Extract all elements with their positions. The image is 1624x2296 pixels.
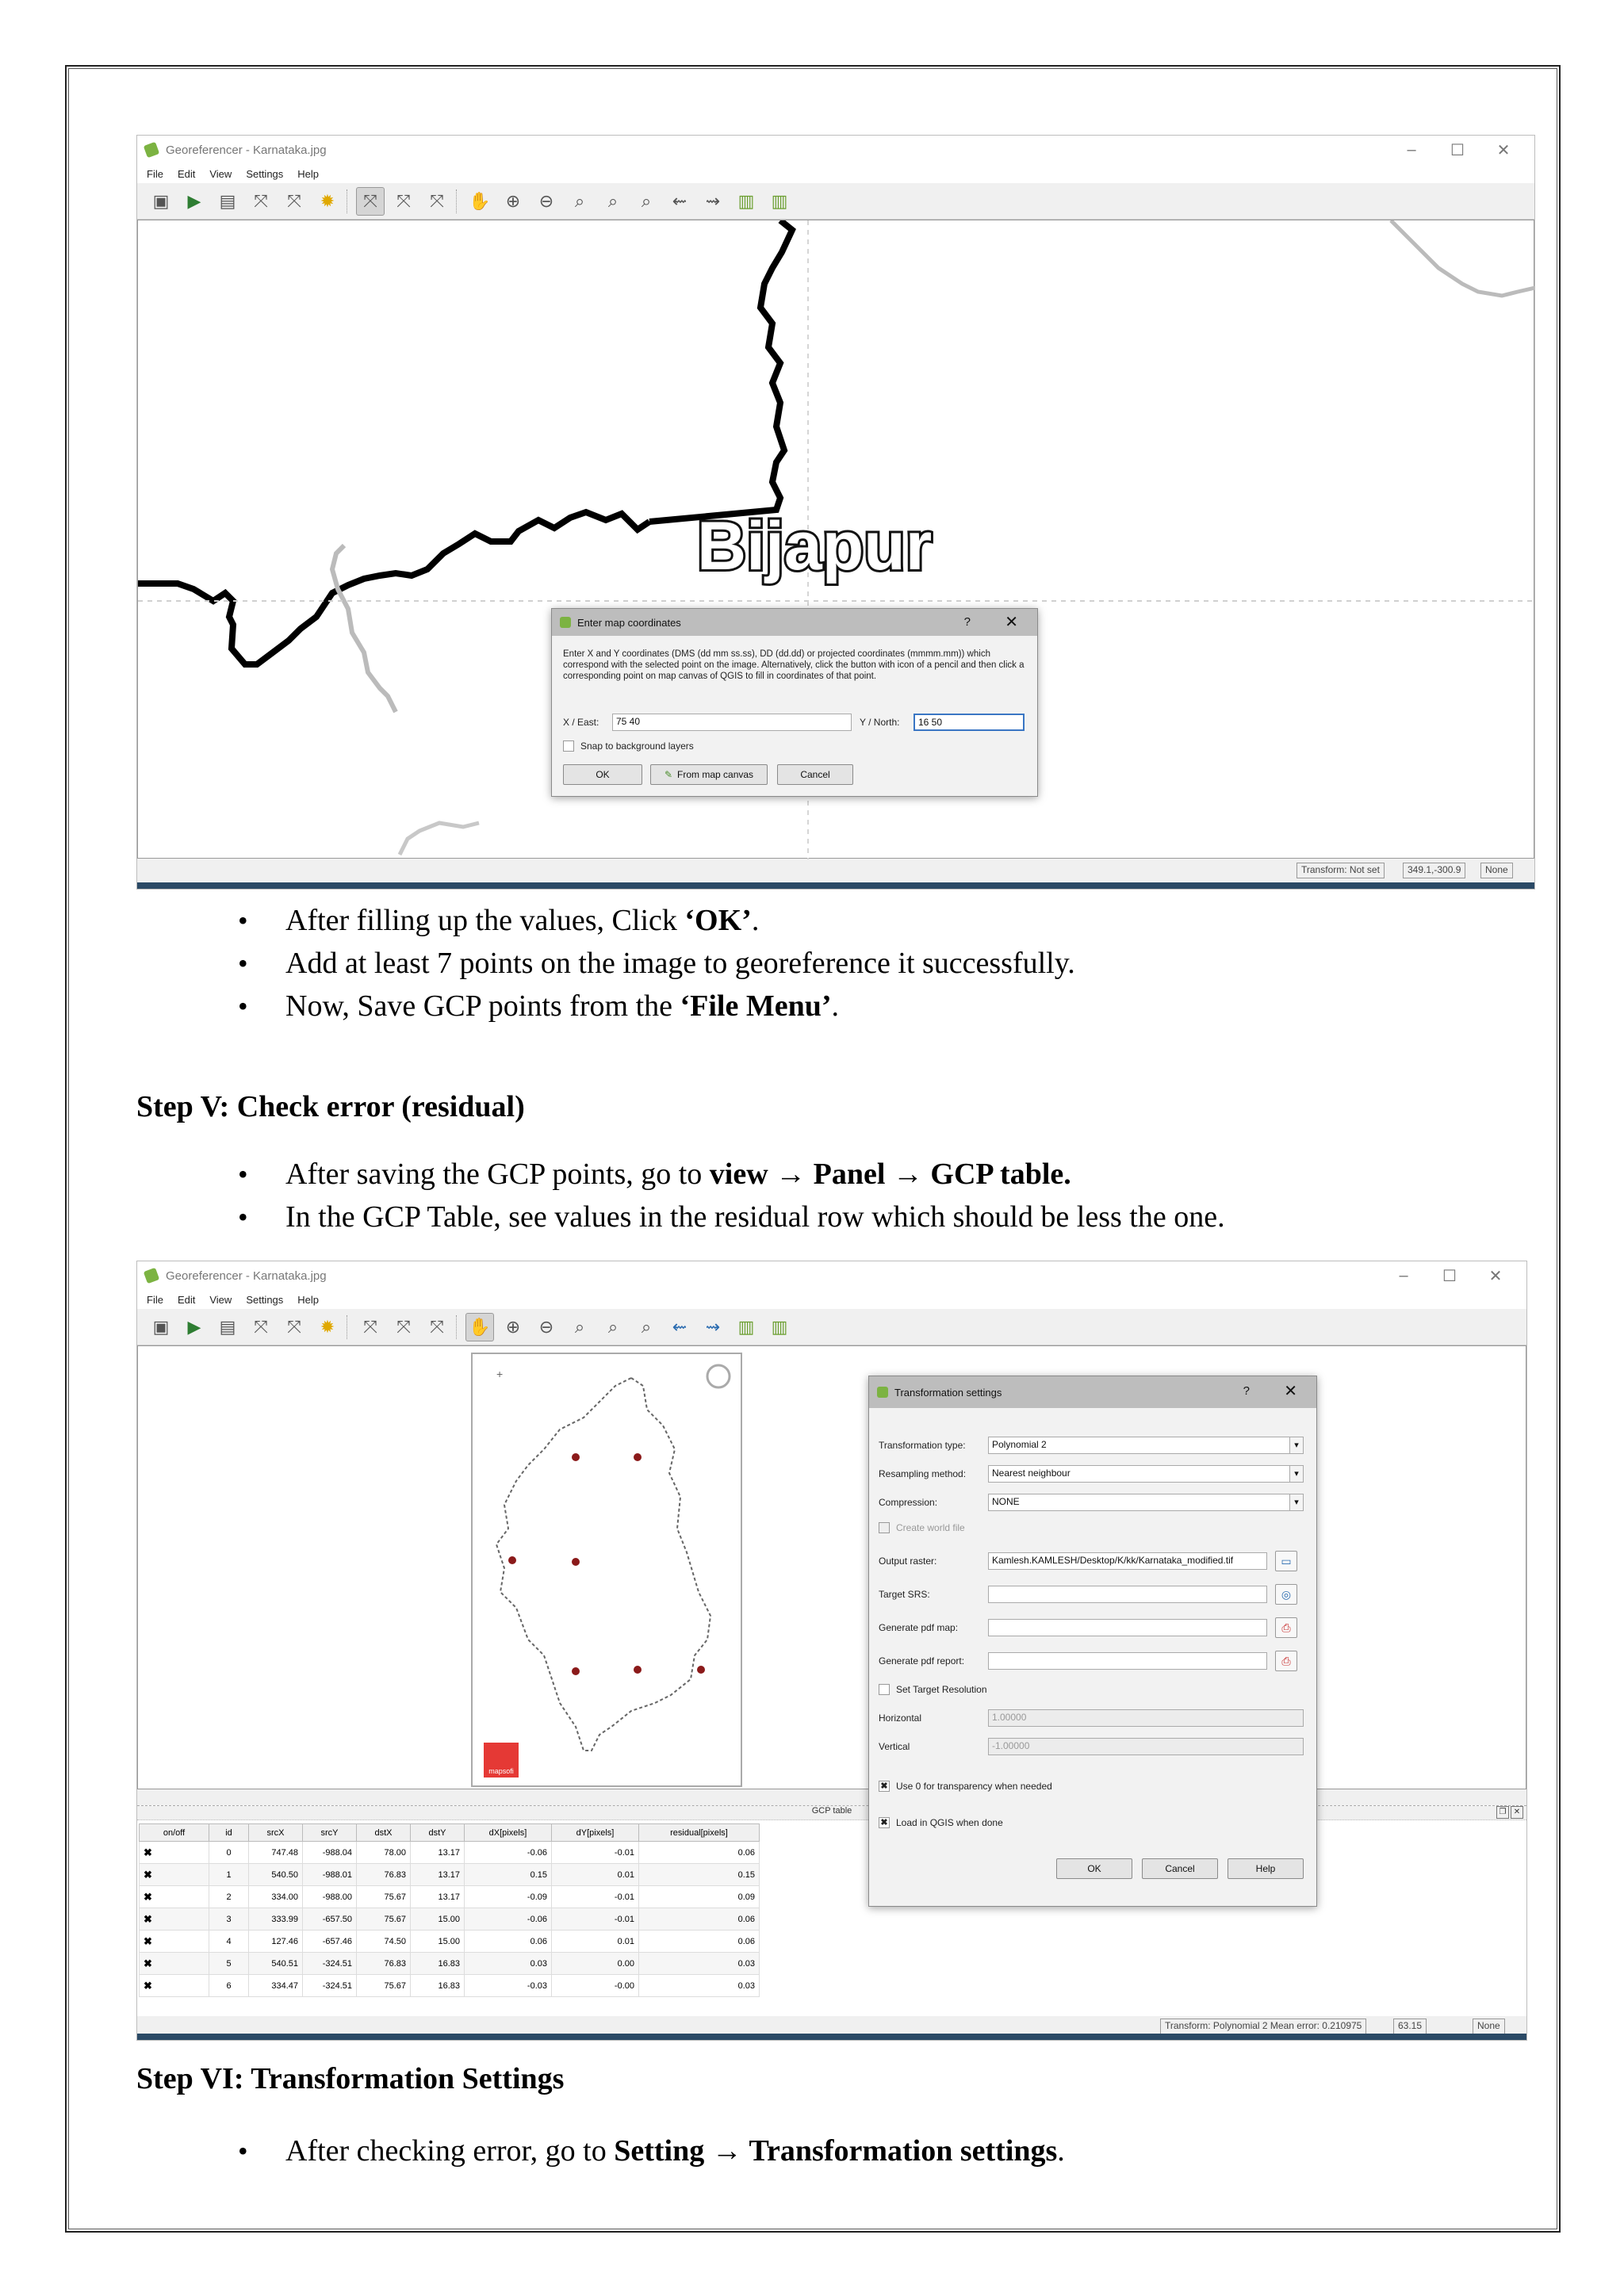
gcp-cell-dstx: 75.67 xyxy=(357,1975,411,1997)
gcp-cell-dsty: 13.17 xyxy=(411,1842,465,1864)
gcp-cell-dxpixels: -0.06 xyxy=(465,1842,552,1864)
karnataka-map-image xyxy=(471,1353,742,1787)
gcp-cell-srcx: 334.47 xyxy=(249,1975,303,1997)
gcp-cell-id: 6 xyxy=(209,1975,249,1997)
gcp-table-row[interactable] xyxy=(140,1953,760,1975)
compression-select[interactable]: NONE ▾ xyxy=(988,1494,1304,1511)
gcp-cell-srcy: -657.50 xyxy=(303,1908,357,1931)
toolbar-separator xyxy=(456,189,461,213)
help-button[interactable]: Help xyxy=(1228,1858,1304,1879)
toolbar xyxy=(137,1309,1526,1345)
gcp-cell-dxpixels: -0.03 xyxy=(465,1975,552,1997)
menu-help[interactable]: Help xyxy=(297,167,320,180)
zoom-out-icon[interactable]: ⊖ xyxy=(538,190,554,211)
toolbar-separator xyxy=(347,1315,351,1339)
transformation-type-select[interactable]: Polynomial 2 ▾ xyxy=(988,1437,1304,1454)
link-qgis-icon[interactable]: ⇝ xyxy=(705,1316,721,1337)
zoom-next-icon[interactable]: ⌕ xyxy=(641,1316,652,1337)
gcp-cell-residualpixels: 0.03 xyxy=(639,1975,760,1997)
gcp-cell-dxpixels: -0.09 xyxy=(465,1886,552,1908)
toolbar-separator xyxy=(456,1315,461,1339)
link-georef-icon[interactable]: ⇜ xyxy=(672,190,688,211)
gcp-cell-dstx: 76.83 xyxy=(357,1953,411,1975)
from-map-canvas-label: From map canvas xyxy=(677,769,754,780)
menu-help[interactable]: Help xyxy=(297,1293,320,1306)
bottom-screenshot xyxy=(136,1261,1527,2041)
gcp-cell-dsty: 13.17 xyxy=(411,1886,465,1908)
float-panel-icon[interactable]: ❐ xyxy=(1496,1806,1509,1819)
gcp-cell-dypixels: 0.01 xyxy=(552,1931,639,1953)
resampling-method-label: Resampling method: xyxy=(879,1468,967,1479)
delete-point-icon[interactable]: ⤧ xyxy=(396,190,411,211)
svg-text:+: + xyxy=(496,1368,504,1380)
histogram-stretch-icon[interactable]: ▥ xyxy=(737,190,755,211)
enter-map-coordinates-dialog xyxy=(551,608,1038,797)
menu-view[interactable]: View xyxy=(209,1293,232,1306)
gcp-cell-id: 0 xyxy=(209,1842,249,1864)
add-point-icon[interactable]: ⤧ xyxy=(356,187,385,216)
close-icon[interactable]: ✕ xyxy=(1488,1267,1503,1285)
create-world-file-label: Create world file xyxy=(896,1522,965,1533)
help-icon[interactable]: ? xyxy=(963,615,971,629)
zoom-in-icon[interactable]: ⊕ xyxy=(505,190,521,211)
close-icon[interactable]: ✕ xyxy=(1496,141,1511,159)
transformation-settings-icon[interactable]: ✹ xyxy=(320,190,335,211)
gcp-cell-residualpixels: 0.06 xyxy=(639,1931,760,1953)
minimize-icon[interactable]: – xyxy=(1399,1266,1408,1284)
use0-transparency-label: Use 0 for transparency when needed xyxy=(896,1781,1052,1792)
bullet-item: • In the GCP Table, see values in the residual row which should be less the one. xyxy=(238,1196,1538,1238)
menubar xyxy=(137,164,1534,183)
gcp-cell-residualpixels: 0.09 xyxy=(639,1886,760,1908)
crs-status[interactable]: None xyxy=(1480,863,1513,878)
bullet-item: • After saving the GCP points, go to view → Panel → GCP table. xyxy=(238,1153,1538,1196)
generate-script-icon[interactable]: ▤ xyxy=(219,190,236,211)
horizontal-label: Horizontal xyxy=(879,1712,922,1724)
qgis-icon xyxy=(877,1387,888,1398)
gcp-enabled-checkbox[interactable]: ✖ xyxy=(140,1886,209,1908)
gcp-enabled-checkbox[interactable]: ✖ xyxy=(140,1931,209,1953)
browse-output-icon[interactable]: ▭ xyxy=(1275,1551,1297,1571)
gcp-cell-id: 2 xyxy=(209,1886,249,1908)
gcp-column-header[interactable]: residual[pixels] xyxy=(639,1824,760,1842)
gcp-cell-dsty: 16.83 xyxy=(411,1953,465,1975)
gcp-column-header[interactable]: dY[pixels] xyxy=(552,1824,639,1842)
gcp-cell-srcx: 333.99 xyxy=(249,1908,303,1931)
gcp-cell-srcy: -657.46 xyxy=(303,1931,357,1953)
window-title: Georeferencer - Karnataka.jpg xyxy=(166,1269,327,1283)
vertical-spinbox[interactable]: -1.00000 xyxy=(988,1738,1304,1755)
save-gcp-icon[interactable]: ⤧ xyxy=(287,1316,301,1337)
gcp-cell-id: 5 xyxy=(209,1953,249,1975)
status-bar xyxy=(137,860,1534,879)
gcp-cell-dypixels: -0.01 xyxy=(552,1908,639,1931)
horizontal-spinbox[interactable]: 1.00000 xyxy=(988,1709,1304,1727)
start-georeferencing-icon[interactable]: ▶ xyxy=(187,190,201,211)
gcp-cell-dsty: 15.00 xyxy=(411,1931,465,1953)
gcp-cell-srcx: 334.00 xyxy=(249,1886,303,1908)
load-gcp-icon[interactable]: ⤧ xyxy=(254,1316,268,1337)
window-title: Georeferencer - Karnataka.jpg xyxy=(166,143,327,157)
snap-label: Snap to background layers xyxy=(580,740,694,752)
step5-heading: Step V: Check error (residual) xyxy=(136,1090,525,1123)
set-target-resolution-checkbox[interactable] xyxy=(879,1684,890,1695)
gcp-column-header[interactable]: id xyxy=(209,1824,249,1842)
dialog-titlebar xyxy=(552,609,1037,636)
gcp-table-row[interactable] xyxy=(140,1908,760,1931)
pan-icon[interactable]: ✋ xyxy=(465,1313,494,1341)
close-panel-icon[interactable]: ✕ xyxy=(1511,1806,1523,1819)
gcp-cell-dxpixels: 0.03 xyxy=(465,1953,552,1975)
gcp-column-header[interactable]: srcX xyxy=(249,1824,303,1842)
pdf-report-file-icon[interactable]: ⎙ xyxy=(1275,1651,1297,1671)
gcp-cell-id: 1 xyxy=(209,1864,249,1886)
gcp-column-header[interactable]: dstX xyxy=(357,1824,411,1842)
start-georeferencing-icon[interactable]: ▶ xyxy=(187,1316,201,1337)
gcp-table xyxy=(139,1823,760,1997)
bullet-item: • Now, Save GCP points from the ‘File Menu’. xyxy=(238,985,1507,1027)
gcp-cell-srcy: -988.04 xyxy=(303,1842,357,1864)
zoom-layer-icon[interactable]: ⌕ xyxy=(574,1316,585,1337)
gcp-column-header[interactable]: dstY xyxy=(411,1824,465,1842)
bullet-item: • After checking error, go to Setting → Transformation settings. xyxy=(238,2130,1507,2172)
taskbar-strip xyxy=(137,2034,1526,2040)
menu-view[interactable]: View xyxy=(209,167,232,180)
window-controls xyxy=(1388,136,1526,164)
bullet-list-3 xyxy=(238,2130,1507,2172)
zoom-next-icon[interactable]: ⌕ xyxy=(641,190,652,211)
close-icon[interactable]: ✕ xyxy=(1284,1383,1297,1400)
link-qgis-icon[interactable]: ⇝ xyxy=(705,190,721,211)
select-crs-icon[interactable]: ◎ xyxy=(1275,1584,1297,1605)
menu-settings[interactable]: Settings xyxy=(246,167,284,180)
transformation-settings-dialog xyxy=(868,1376,1317,1907)
gcp-cell-srcx: 540.51 xyxy=(249,1953,303,1975)
menu-file[interactable]: File xyxy=(147,167,163,180)
target-srs-input[interactable] xyxy=(988,1586,1267,1603)
gcp-enabled-checkbox[interactable]: ✖ xyxy=(140,1842,209,1864)
gcp-cell-dypixels: -0.01 xyxy=(552,1842,639,1864)
gcp-cell-residualpixels: 0.06 xyxy=(639,1842,760,1864)
karnataka-outline-drawing xyxy=(473,1354,741,1785)
target-srs-label: Target SRS: xyxy=(879,1589,930,1600)
load-in-qgis-label: Load in QGIS when done xyxy=(896,1817,1003,1828)
gcp-column-header[interactable]: on/off xyxy=(140,1824,209,1842)
gcp-cell-dsty: 13.17 xyxy=(411,1864,465,1886)
zoom-in-icon[interactable]: ⊕ xyxy=(505,1316,521,1337)
x-east-input[interactable]: 75 40 xyxy=(612,714,852,731)
qgis-icon xyxy=(560,617,571,628)
gcp-table-row[interactable] xyxy=(140,1842,760,1864)
bullet-item: • After filling up the values, Click ‘OK’. xyxy=(238,899,1507,942)
ok-button[interactable]: OK xyxy=(1056,1858,1132,1879)
gcp-cell-srcx: 127.46 xyxy=(249,1931,303,1953)
gcp-enabled-checkbox[interactable]: ✖ xyxy=(140,1975,209,1997)
gcp-cell-dypixels: -0.00 xyxy=(552,1975,639,1997)
menu-settings[interactable]: Settings xyxy=(246,1293,284,1306)
create-world-file-checkbox[interactable] xyxy=(879,1522,890,1533)
gcp-enabled-checkbox[interactable]: ✖ xyxy=(140,1864,209,1886)
resampling-method-select[interactable]: Nearest neighbour ▾ xyxy=(988,1465,1304,1483)
local-cumulative-icon[interactable]: ▥ xyxy=(771,1316,788,1337)
close-icon[interactable]: ✕ xyxy=(1005,614,1018,631)
toolbar xyxy=(137,183,1534,220)
zoom-last-icon[interactable]: ⌕ xyxy=(607,190,619,211)
transformation-settings-icon[interactable]: ✹ xyxy=(320,1316,335,1337)
menu-file[interactable]: File xyxy=(147,1293,163,1306)
gcp-cell-dypixels: 0.00 xyxy=(552,1953,639,1975)
window-controls xyxy=(1381,1261,1519,1290)
gcp-cell-residualpixels: 0.06 xyxy=(639,1908,760,1931)
gcp-cell-srcx: 540.50 xyxy=(249,1864,303,1886)
gcp-cell-srcy: -324.51 xyxy=(303,1975,357,1997)
map-canvas[interactable] xyxy=(137,1345,1526,1789)
gcp-cell-srcy: -324.51 xyxy=(303,1953,357,1975)
gcp-cell-dxpixels: -0.06 xyxy=(465,1908,552,1931)
from-map-canvas-button[interactable] xyxy=(650,764,768,785)
transformation-type-label: Transformation type: xyxy=(879,1440,966,1451)
gcp-cell-residualpixels: 0.03 xyxy=(639,1953,760,1975)
toolbar-separator xyxy=(347,189,351,213)
gcp-cell-dstx: 78.00 xyxy=(357,1842,411,1864)
menu-edit[interactable]: Edit xyxy=(177,167,196,180)
transform-status: Transform: Not set xyxy=(1297,863,1385,878)
maximize-icon[interactable]: ☐ xyxy=(1442,1267,1457,1285)
cancel-button[interactable]: Cancel xyxy=(1142,1858,1218,1879)
ok-button[interactable]: OK xyxy=(563,764,642,785)
y-north-label: Y / North: xyxy=(860,717,900,728)
load-gcp-icon[interactable]: ⤧ xyxy=(254,190,268,211)
move-gcp-icon[interactable]: ⤧ xyxy=(430,190,444,211)
gcp-cell-dxpixels: 0.15 xyxy=(465,1864,552,1886)
gcp-panel-title: GCP table xyxy=(811,1806,852,1816)
delete-point-icon[interactable]: ⤧ xyxy=(396,1316,411,1337)
zoom-last-icon[interactable]: ⌕ xyxy=(607,1316,619,1337)
open-raster-icon[interactable]: ▣ xyxy=(152,1316,170,1337)
top-screenshot xyxy=(136,135,1535,890)
coordinate-readout: 349.1,-300.9 xyxy=(1403,863,1465,878)
gcp-column-header[interactable]: srcY xyxy=(303,1824,357,1842)
gcp-enabled-checkbox[interactable]: ✖ xyxy=(140,1908,209,1931)
qgis-icon xyxy=(144,1268,160,1284)
dialog-title: Transformation settings xyxy=(894,1386,1002,1399)
gcp-panel-header xyxy=(137,1806,1526,1820)
gcp-cell-dxpixels: 0.06 xyxy=(465,1931,552,1953)
gcp-cell-srcx: 747.48 xyxy=(249,1842,303,1864)
zoom-out-icon[interactable]: ⊖ xyxy=(538,1316,554,1337)
window-titlebar xyxy=(137,1261,1526,1290)
generate-pdf-map-label: Generate pdf map: xyxy=(879,1622,959,1633)
gcp-table-row[interactable] xyxy=(140,1864,760,1886)
x-east-label: X / East: xyxy=(563,717,599,728)
taskbar-strip xyxy=(137,882,1534,889)
help-icon[interactable]: ? xyxy=(1243,1384,1250,1398)
snap-checkbox[interactable] xyxy=(563,740,574,752)
output-raster-input[interactable]: Kamlesh.KAMLESH/Desktop/K/kk/Karnataka_modified.tif xyxy=(988,1552,1267,1570)
gcp-column-header[interactable]: dX[pixels] xyxy=(465,1824,552,1842)
gcp-table-row[interactable] xyxy=(140,1975,760,1997)
generate-pdf-report-label: Generate pdf report: xyxy=(879,1655,965,1667)
menubar xyxy=(137,1290,1526,1309)
local-cumulative-icon[interactable]: ▥ xyxy=(771,190,788,211)
window-titlebar xyxy=(137,136,1534,164)
open-raster-icon[interactable]: ▣ xyxy=(152,190,170,211)
gcp-cell-dypixels: -0.01 xyxy=(552,1886,639,1908)
dialog-description: Enter X and Y coordinates (DMS (dd mm ss.ss), DD (dd.dd) or projected coordinates (mmmm.mm)) which correspond with the selected point on the image. Alternatively, click the button with icon of a pencil and then click a corresponding point on map canvas of QGIS to fill in coordinates of that point. xyxy=(563,649,1025,681)
gcp-enabled-checkbox[interactable]: ✖ xyxy=(140,1953,209,1975)
gcp-cell-srcy: -988.01 xyxy=(303,1864,357,1886)
bullet-item: • Add at least 7 points on the image to georeference it successfully. xyxy=(238,942,1507,985)
use0-transparency-checkbox[interactable]: ✖ xyxy=(879,1781,890,1792)
gcp-cell-id: 4 xyxy=(209,1931,249,1953)
coordinate-readout: 63.15 xyxy=(1393,2019,1427,2034)
pan-icon[interactable]: ✋ xyxy=(469,190,491,211)
pencil-icon: ✎ xyxy=(664,769,673,780)
save-gcp-icon[interactable]: ⤧ xyxy=(287,190,301,211)
cancel-button[interactable]: Cancel xyxy=(777,764,853,785)
bullet-list-2 xyxy=(238,1153,1538,1238)
load-in-qgis-checkbox[interactable]: ✖ xyxy=(879,1817,890,1828)
gcp-cell-dstx: 75.67 xyxy=(357,1886,411,1908)
generate-pdf-report-input[interactable] xyxy=(988,1652,1267,1670)
map-place-label: Bijapur xyxy=(697,508,933,584)
gcp-cell-residualpixels: 0.15 xyxy=(639,1864,760,1886)
gcp-table-row[interactable] xyxy=(140,1886,760,1908)
gcp-cell-dstx: 75.67 xyxy=(357,1908,411,1931)
zoom-layer-icon[interactable]: ⌕ xyxy=(574,190,585,211)
output-raster-label: Output raster: xyxy=(879,1556,937,1567)
gcp-cell-dypixels: 0.01 xyxy=(552,1864,639,1886)
y-north-input[interactable]: 16 50 xyxy=(914,714,1025,731)
minimize-icon[interactable]: – xyxy=(1407,140,1416,159)
vertical-label: Vertical xyxy=(879,1741,910,1752)
gcp-table-row[interactable] xyxy=(140,1931,760,1953)
status-bar xyxy=(137,2016,1526,2035)
gcp-cell-dstx: 76.83 xyxy=(357,1864,411,1886)
add-point-icon[interactable]: ⤧ xyxy=(363,1316,377,1337)
maximize-icon[interactable]: ☐ xyxy=(1450,141,1465,159)
dialog-titlebar xyxy=(869,1376,1316,1408)
gcp-cell-srcy: -988.00 xyxy=(303,1886,357,1908)
menu-edit[interactable]: Edit xyxy=(177,1293,196,1306)
generate-pdf-map-input[interactable] xyxy=(988,1619,1267,1636)
histogram-stretch-icon[interactable]: ▥ xyxy=(737,1316,755,1337)
gcp-cell-dsty: 16.83 xyxy=(411,1975,465,1997)
dialog-title: Enter map coordinates xyxy=(577,616,681,629)
set-target-resolution-label: Set Target Resolution xyxy=(896,1684,987,1695)
generate-script-icon[interactable]: ▤ xyxy=(219,1316,236,1337)
compression-label: Compression: xyxy=(879,1497,938,1508)
gcp-cell-dsty: 15.00 xyxy=(411,1908,465,1931)
gcp-panel xyxy=(137,1805,1526,2016)
crs-status[interactable]: None xyxy=(1473,2019,1505,2034)
move-gcp-icon[interactable]: ⤧ xyxy=(430,1316,444,1337)
qgis-icon xyxy=(144,142,160,159)
step6-heading: Step VI: Transformation Settings xyxy=(136,2062,565,2095)
pdf-map-file-icon[interactable]: ⎙ xyxy=(1275,1617,1297,1638)
link-georef-icon[interactable]: ⇜ xyxy=(672,1316,688,1337)
transform-status: Transform: Polynomial 2 Mean error: 0.210975 xyxy=(1160,2019,1366,2034)
bullet-list-1 xyxy=(238,899,1507,1027)
gcp-cell-dstx: 74.50 xyxy=(357,1931,411,1953)
gcp-cell-id: 3 xyxy=(209,1908,249,1931)
map-logo: mapsofi xyxy=(484,1743,519,1777)
